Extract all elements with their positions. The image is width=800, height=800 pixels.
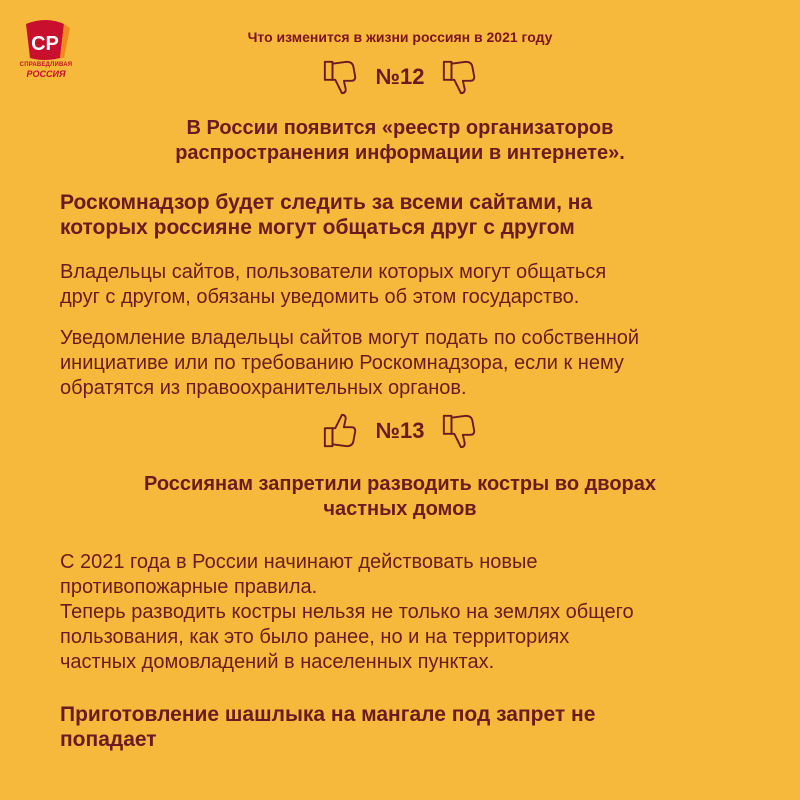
footer-line: попадает	[60, 728, 157, 751]
paragraph-line: друг с другом, обязаны уведомить об этом государство.	[60, 286, 580, 308]
section12-paragraph-1	[60, 260, 760, 310]
subheading-line: Роскомнадзор будет следить за всеми сайтами, на	[60, 191, 593, 214]
section12-number-row	[0, 58, 800, 96]
thumbs-up-icon	[322, 412, 360, 450]
svg-text:СР: СР	[31, 33, 59, 55]
paragraph-line: инициативе или по требованию Роскомнадзора, если к нему	[60, 352, 624, 374]
paragraph-line: частных домовладений в населенных пунктах.	[60, 651, 495, 673]
subheading-line: которых россияне могут общаться друг с другом	[60, 216, 575, 239]
section13-paragraph	[60, 550, 760, 675]
paragraph-line: пользования, как это было ранее, но и на территориях	[60, 626, 570, 648]
paragraph-line: Уведомление владельцы сайтов могут подать по собственной	[60, 327, 640, 349]
section12-paragraph-2	[60, 326, 760, 401]
section12-number: №12	[375, 64, 425, 89]
paragraph-line: Владельцы сайтов, пользователи которых могут общаться	[60, 261, 607, 283]
section13-footer	[60, 702, 760, 752]
paragraph-line: С 2021 года в России начинают действовать новые	[60, 551, 538, 573]
paragraph-line: противопожарные правила.	[60, 576, 318, 598]
section13-number-row	[0, 412, 800, 450]
section12-subheading	[60, 190, 760, 240]
heading-line: Россиянам запретили разводить костры во дворах	[144, 473, 656, 495]
thumbs-down-icon	[441, 412, 479, 450]
heading-line: частных домов	[323, 498, 477, 520]
thumbs-down-icon	[322, 58, 360, 96]
section12-heading	[60, 116, 740, 166]
logo-line1: СПРАВЕДЛИВАЯ	[19, 62, 73, 68]
footer-line: Приготовление шашлыка на мангале под запрет не	[60, 703, 596, 726]
logo-line2: РОССИЯ	[26, 69, 66, 79]
paragraph-line: Теперь разводить костры нельзя не только на землях общего	[60, 601, 634, 623]
section13-heading	[60, 472, 740, 522]
paragraph-line: обратятся из правоохранительных органов.	[60, 377, 467, 399]
thumbs-down-icon	[441, 58, 479, 96]
heading-line: распространения информации в интернете».	[175, 142, 625, 164]
heading-line: В России появится «реестр организаторов	[186, 117, 614, 139]
page-title: Что изменится в жизни россиян в 2021 году	[247, 29, 553, 45]
section13-number: №13	[375, 418, 425, 443]
